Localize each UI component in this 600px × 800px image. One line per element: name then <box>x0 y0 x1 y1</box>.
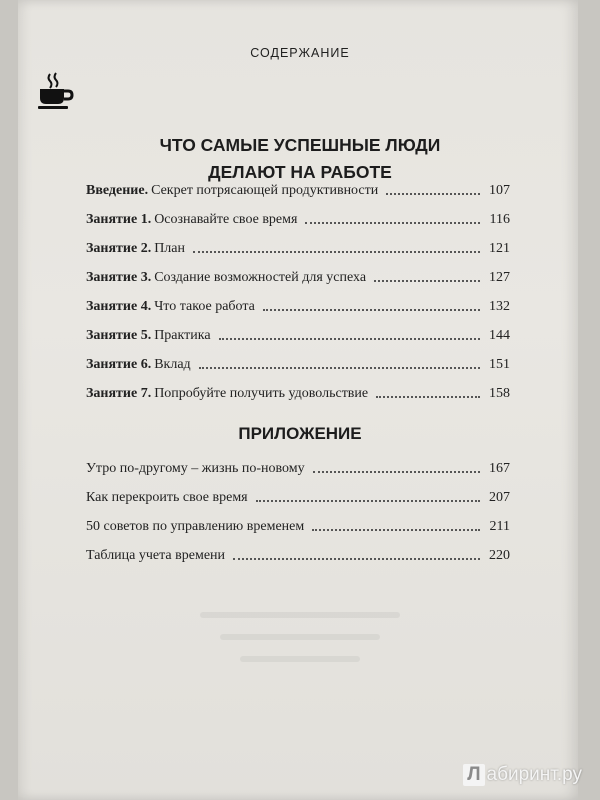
dot-leader <box>386 192 480 195</box>
toc-entry <box>86 228 510 257</box>
toc-entry-page: 127 <box>489 270 510 285</box>
dot-leader <box>376 395 480 398</box>
toc-entry-page: 144 <box>489 328 510 343</box>
main-title-line-2: ДЕЛАЮТ НА РАБОТЕ <box>208 162 392 182</box>
watermark-text: абиринт.ру <box>486 764 582 785</box>
main-title-line-1: ЧТО САМЫЕ УСПЕШНЫЕ ЛЮДИ <box>159 135 441 155</box>
dot-leader <box>193 250 480 253</box>
dot-leader <box>313 470 480 473</box>
toc-entry-page: 121 <box>489 241 510 256</box>
toc-entry-label: Занятие 5. <box>86 328 152 343</box>
toc-entry-page: 151 <box>489 357 510 372</box>
toc-entry-page: 158 <box>489 386 510 401</box>
dot-leader <box>199 366 480 369</box>
appendix-title: ПРИЛОЖЕНИЕ <box>238 424 362 443</box>
toc-entry-title: Таблица учета времени <box>86 548 226 563</box>
dot-leader <box>233 557 480 560</box>
dot-leader <box>256 499 480 502</box>
toc-entry-title: Вклад <box>154 357 191 372</box>
toc-entry-title: Секрет потрясающей продуктивности <box>151 183 379 198</box>
toc-entry-label: Занятие 6. <box>86 357 152 372</box>
toc-entry-page: 107 <box>489 183 510 198</box>
toc-entry-title: Что такое работа <box>154 299 255 314</box>
dot-leader <box>263 308 480 311</box>
toc-entry-label: Занятие 3. <box>86 270 152 285</box>
toc-entry-title: Утро по-другому – жизнь по-новому <box>86 461 305 476</box>
toc-entry-title: Осознавайте свое время <box>154 212 298 227</box>
toc-entry <box>86 286 510 315</box>
toc-entry-label: Занятие 7. <box>86 386 152 401</box>
watermark <box>463 764 582 786</box>
toc-entry <box>86 344 510 373</box>
coffee-cup-icon <box>36 72 76 110</box>
toc-entry-title: План <box>154 241 185 256</box>
toc-entry <box>86 373 510 402</box>
section-header: СОДЕРЖАНИЕ <box>250 46 350 60</box>
toc-entry <box>86 315 510 344</box>
dot-leader <box>312 528 480 531</box>
toc-entry <box>86 170 510 199</box>
toc-entry-page: 207 <box>489 490 510 505</box>
bleed-through-shadow <box>240 656 360 662</box>
main-toc-list <box>86 170 510 402</box>
dot-leader <box>219 337 480 340</box>
toc-entry-label: Занятие 2. <box>86 241 152 256</box>
toc-entry <box>86 448 510 477</box>
toc-entry-title: Как перекроить свое время <box>86 490 248 505</box>
bleed-through-shadow <box>220 634 380 640</box>
toc-entry <box>86 199 510 228</box>
toc-entry <box>86 535 510 564</box>
watermark-badge: Л <box>463 764 484 786</box>
toc-entry-label: Введение. <box>86 183 149 198</box>
toc-entry-page: 132 <box>489 299 510 314</box>
dot-leader <box>374 279 480 282</box>
toc-entry <box>86 506 510 535</box>
bleed-through-shadow <box>200 612 400 618</box>
toc-entry-page: 167 <box>489 461 510 476</box>
toc-entry-title: Практика <box>154 328 211 343</box>
toc-entry-page: 220 <box>489 548 510 563</box>
toc-entry-page: 211 <box>489 519 510 534</box>
toc-entry <box>86 477 510 506</box>
toc-entry <box>86 257 510 286</box>
toc-entry-page: 116 <box>489 212 510 227</box>
toc-entry-label: Занятие 1. <box>86 212 152 227</box>
toc-entry-title: Создание возможностей для успеха <box>154 270 367 285</box>
toc-entry-label: Занятие 4. <box>86 299 152 314</box>
dot-leader <box>305 221 480 224</box>
toc-entry-title: Попробуйте получить удовольствие <box>154 386 369 401</box>
appendix-toc-list <box>86 448 510 564</box>
toc-entry-title: 50 советов по управлению временем <box>86 519 305 534</box>
